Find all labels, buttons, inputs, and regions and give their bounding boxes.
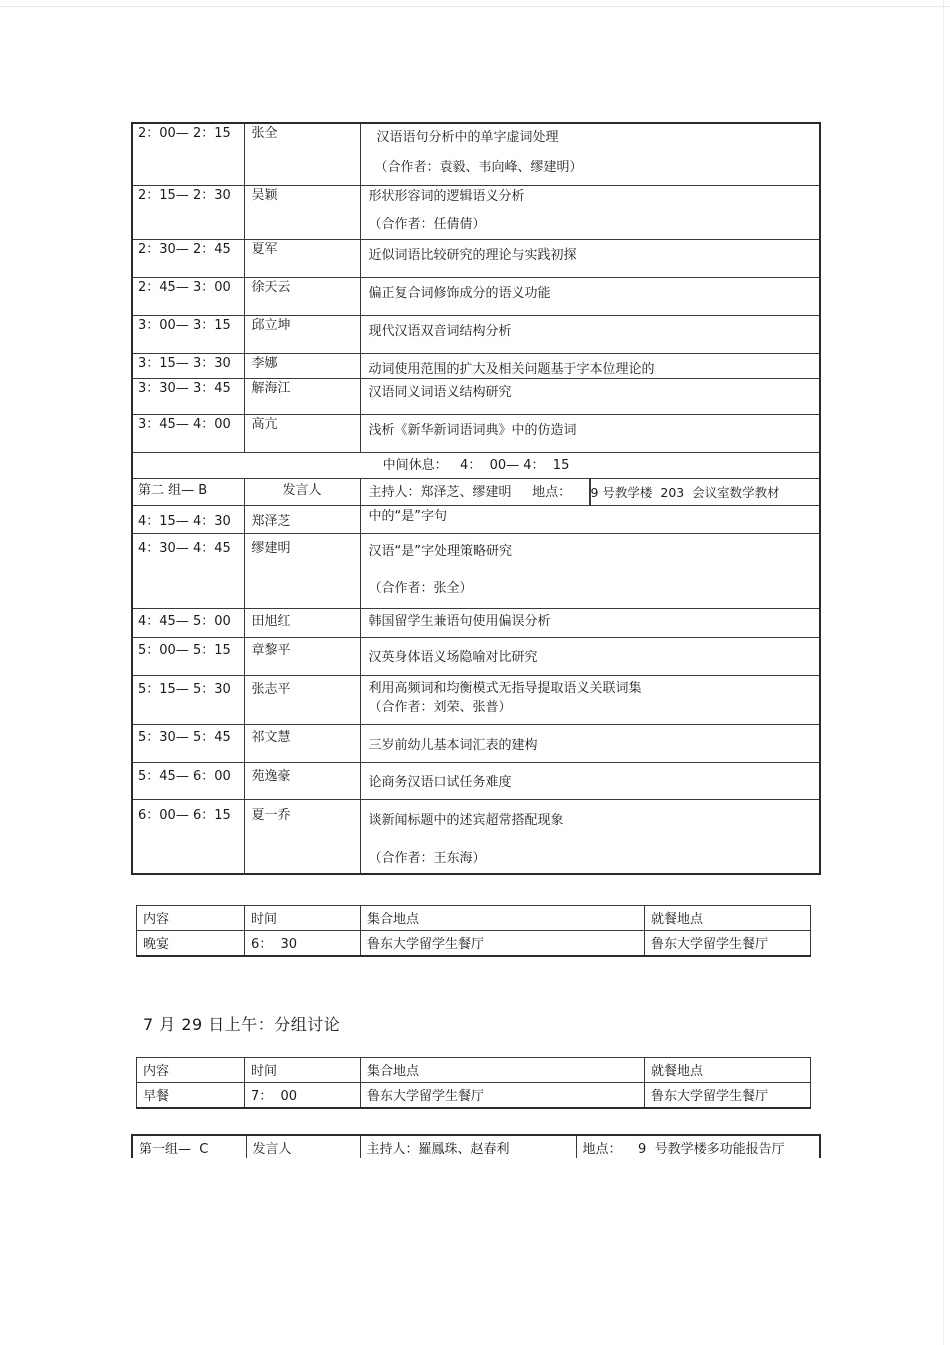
topic-cell bbox=[360, 505, 820, 533]
table-row bbox=[132, 378, 820, 414]
schedule-table bbox=[131, 122, 821, 875]
time-cell: 3：00— 3：15 bbox=[132, 315, 244, 353]
section-heading: 7 月 29 日上午：分组讨论 bbox=[143, 1015, 341, 1034]
break-cell: 中间休息： 4： 00— 4： 15 bbox=[132, 452, 820, 478]
topic-coauthors: （合作者：王东海） bbox=[368, 850, 486, 866]
table-row bbox=[137, 931, 811, 957]
table-row bbox=[132, 239, 820, 277]
topic-cell bbox=[360, 675, 820, 724]
topic-cell bbox=[360, 637, 820, 675]
speaker-cell: 苑逸豪 bbox=[244, 762, 360, 799]
topic-cell bbox=[360, 533, 820, 608]
topic-cell bbox=[360, 277, 820, 315]
time-cell: 3：45— 4：00 bbox=[132, 414, 244, 452]
topic-title: 韩国留学生兼语句使用偏误分析 bbox=[368, 613, 551, 629]
page-top-rule bbox=[0, 6, 950, 7]
topic-cell bbox=[360, 315, 820, 353]
table-row bbox=[132, 277, 820, 315]
host-cell: 主持人：郑泽芝、缪建明 地点： bbox=[360, 478, 589, 505]
speaker-cell: 张志平 bbox=[244, 675, 360, 724]
group-label: 第二 组— B bbox=[132, 478, 244, 505]
topic-cell bbox=[360, 353, 820, 378]
content-cell: 晚宴 bbox=[137, 931, 245, 957]
speaker-cell: 张全 bbox=[244, 123, 360, 185]
topic-cell bbox=[360, 239, 820, 277]
topic-title: 偏正复合词修饰成分的语义功能 bbox=[368, 285, 551, 301]
table-row bbox=[132, 675, 820, 724]
table-row bbox=[132, 533, 820, 608]
location-cell: 地点： 9 号教学楼多功能报告厅 bbox=[576, 1135, 820, 1158]
topic-coauthors: （合作者：刘荣、张普） bbox=[368, 699, 512, 715]
speaker-cell: 夏军 bbox=[244, 239, 360, 277]
speaker-cell: 祁文慧 bbox=[244, 724, 360, 762]
table-row bbox=[137, 1083, 811, 1109]
time-cell: 2：45— 3：00 bbox=[132, 277, 244, 315]
speaker-cell: 高亢 bbox=[244, 414, 360, 452]
header-assembly-place: 集合地点 bbox=[361, 1058, 645, 1083]
table-row bbox=[132, 353, 820, 378]
topic-title: 浅析《新华新词语词典》中的仿造词 bbox=[368, 422, 577, 438]
table-row bbox=[132, 123, 820, 185]
dining-place-cell: 鲁东大学留学生餐厅 bbox=[645, 931, 811, 957]
assembly-place-cell: 鲁东大学留学生餐厅 bbox=[361, 1083, 645, 1109]
speaker-cell: 解海江 bbox=[244, 378, 360, 414]
topic-title: 汉语语句分析中的单字虚词处理 bbox=[376, 130, 559, 145]
header-content: 内容 bbox=[137, 906, 245, 931]
break-row bbox=[132, 452, 820, 478]
topic-cell bbox=[360, 724, 820, 762]
topic-cell bbox=[360, 378, 820, 414]
dinner-table bbox=[136, 905, 811, 957]
topic-cell bbox=[360, 799, 820, 874]
speaker-cell: 田旭红 bbox=[244, 608, 360, 637]
time-cell: 4：30— 4：45 bbox=[132, 533, 244, 608]
group-b-header-row bbox=[132, 478, 820, 505]
table-row bbox=[132, 315, 820, 353]
time-cell: 2：15— 2：30 bbox=[132, 185, 244, 239]
topic-title: 论商务汉语口试任务难度 bbox=[368, 774, 512, 790]
time-cell: 6：00— 6：15 bbox=[132, 799, 244, 874]
table-row bbox=[132, 799, 820, 874]
speaker-cell: 徐天云 bbox=[244, 277, 360, 315]
table-row bbox=[132, 637, 820, 675]
speaker-label: 发言人 bbox=[244, 478, 360, 505]
topic-coauthors: （合作者：任倩倩） bbox=[368, 216, 486, 232]
speaker-cell: 夏一乔 bbox=[244, 799, 360, 874]
table-row bbox=[132, 608, 820, 637]
speaker-cell: 缪建明 bbox=[244, 533, 360, 608]
speaker-cell: 邱立坤 bbox=[244, 315, 360, 353]
dining-place-cell: 鲁东大学留学生餐厅 bbox=[645, 1083, 811, 1109]
topic-title: 汉语“是”字处理策略研究 bbox=[368, 543, 512, 559]
speaker-cell: 吴颖 bbox=[244, 185, 360, 239]
header-time: 时间 bbox=[245, 906, 361, 931]
table-row bbox=[132, 505, 820, 533]
time-cell: 4：15— 4：30 bbox=[132, 505, 244, 533]
time-cell: 3：15— 3：30 bbox=[132, 353, 244, 378]
topic-title: 利用高频词和均衡模式无指导提取语义关联词集 bbox=[368, 680, 642, 696]
assembly-place-cell: 鲁东大学留学生餐厅 bbox=[361, 931, 645, 957]
table-row bbox=[132, 762, 820, 799]
location-cell bbox=[589, 478, 820, 505]
group-c-table bbox=[131, 1134, 821, 1158]
host-cell: 主持人：羅鳳珠、赵春利 bbox=[360, 1135, 576, 1158]
topic-title: 动词使用范围的扩大及相关问题基于字本位理论的 bbox=[368, 361, 655, 377]
topic-title: 三岁前幼儿基本词汇表的建构 bbox=[368, 737, 538, 753]
topic-cell bbox=[360, 608, 820, 637]
topic-title: 中的“是”字句 bbox=[368, 508, 447, 524]
topic-title: 谈新闻标题中的述宾超常搭配现象 bbox=[368, 812, 564, 828]
topic-coauthors: （合作者：张全） bbox=[368, 580, 473, 596]
time-cell: 5：00— 5：15 bbox=[132, 637, 244, 675]
breakfast-table bbox=[136, 1057, 811, 1109]
time-cell: 5：15— 5：30 bbox=[132, 675, 244, 724]
topic-title: 近似词语比较研究的理论与实践初探 bbox=[368, 247, 577, 263]
time-cell: 2：30— 2：45 bbox=[132, 239, 244, 277]
speaker-label: 发言人 bbox=[246, 1135, 360, 1158]
content-cell: 早餐 bbox=[137, 1083, 245, 1109]
page-right-rule bbox=[943, 0, 944, 1345]
speaker-cell: 李娜 bbox=[244, 353, 360, 378]
time-cell: 5：30— 5：45 bbox=[132, 724, 244, 762]
time-cell: 4：45— 5：00 bbox=[132, 608, 244, 637]
topic-title: 汉英身体语义场隐喻对比研究 bbox=[368, 649, 538, 665]
topic-title: 形状形容词的逻辑语义分析 bbox=[368, 188, 525, 204]
topic-title: 汉语同义词语义结构研究 bbox=[368, 384, 512, 400]
speaker-cell: 郑泽芝 bbox=[244, 505, 360, 533]
header-dining-place: 就餐地点 bbox=[645, 906, 811, 931]
topic-cell bbox=[360, 414, 820, 452]
time-cell: 7： 00 bbox=[245, 1083, 361, 1109]
time-cell: 3：30— 3：45 bbox=[132, 378, 244, 414]
topic-cell bbox=[360, 123, 820, 185]
table-row bbox=[132, 724, 820, 762]
group-c-header-row bbox=[132, 1135, 820, 1158]
topic-coauthors: （合作者：袁毅、韦向峰、缪建明） bbox=[374, 160, 583, 175]
table-row bbox=[132, 414, 820, 452]
table-row bbox=[132, 185, 820, 239]
header-time: 时间 bbox=[245, 1058, 361, 1083]
time-cell: 5：45— 6：00 bbox=[132, 762, 244, 799]
topic-cell bbox=[360, 185, 820, 239]
table-header-row bbox=[137, 906, 811, 931]
topic-title: 现代汉语双音词结构分析 bbox=[368, 323, 512, 339]
header-content: 内容 bbox=[137, 1058, 245, 1083]
location-text: 9 号教学楼 203 会议室数学教材 bbox=[590, 484, 780, 500]
time-cell: 6： 30 bbox=[245, 931, 361, 957]
group-label: 第一组— C bbox=[132, 1135, 246, 1158]
time-cell: 2：00— 2：15 bbox=[132, 123, 244, 185]
speaker-cell: 章黎平 bbox=[244, 637, 360, 675]
header-assembly-place: 集合地点 bbox=[361, 906, 645, 931]
header-dining-place: 就餐地点 bbox=[645, 1058, 811, 1083]
table-header-row bbox=[137, 1058, 811, 1083]
topic-cell bbox=[360, 762, 820, 799]
